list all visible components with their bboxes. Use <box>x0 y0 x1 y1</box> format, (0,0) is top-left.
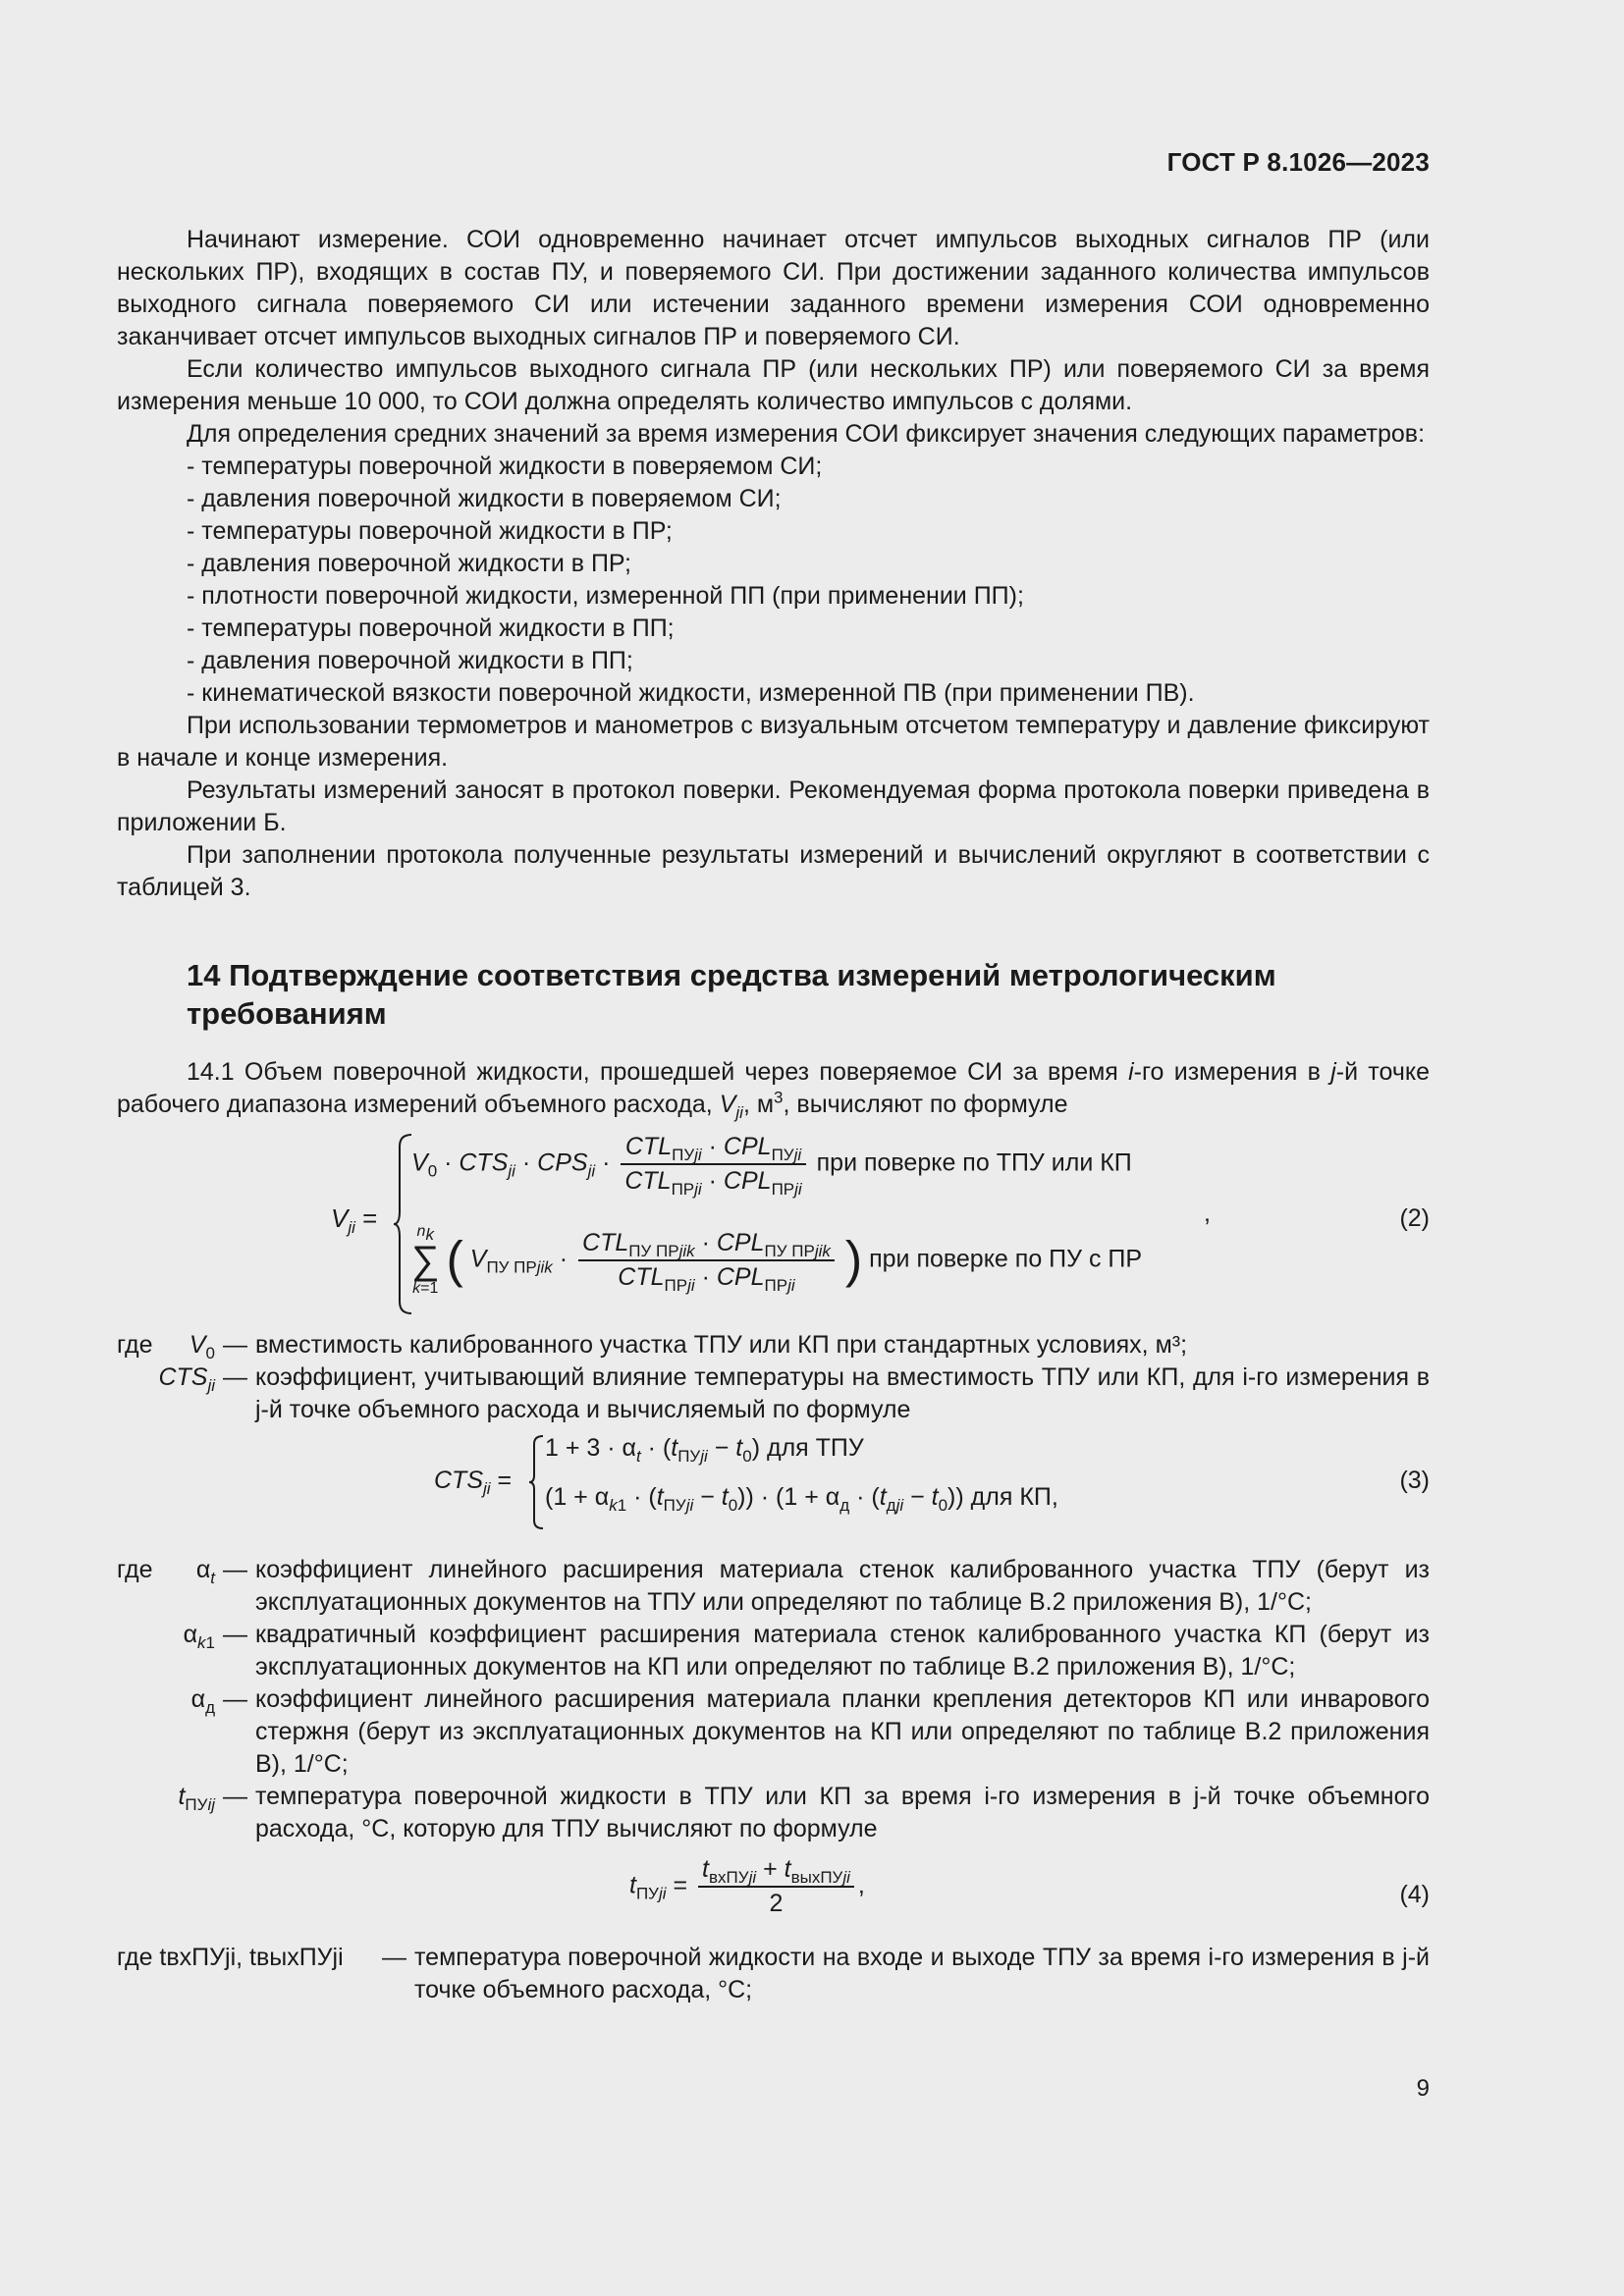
formula-2: $V_{ji}$ = $V_0 \cdot CTS_{ji} \cdot CPS_{ji}$ · $\frac{CTL_{ПУji} \cdot CPL_{ПУji}}{CTL_{ПРji} \cdot CPL_{ПРji}}$ при поверке по ТПУ или КП $n_k$ ∑ k=1 ( $V_{ПУ ПРjik}$ · $\frac{CTL_{ПУ ПРjik} \cdot CPL_{ПУ ПРjik}}{CTL_{ПРji} \cdot CPL_{ПРji}}$ ) при поверке по ПУ с ПР , (2) <box>117 1129 1430 1315</box>
paragraph-rounding: При заполнении протокола полученные результаты измерений и вычислений округляют в соответствии с таблицей 3. <box>117 841 1430 901</box>
list-item: - кинематической вязкости поверочной жидкости, измеренной ПВ (при применении ПВ). <box>187 679 1195 707</box>
page-body <box>117 224 1430 2006</box>
definitions-block-b <box>117 1554 1430 1845</box>
list-item: - давления поверочной жидкости в ПР; <box>187 550 631 577</box>
paragraph-14-1: 14.1 Объем поверочной жидкости, прошедшей через поверяемое СИ за время i-го измерения в j-й точке рабочего диапазона измерений объемного расхода, $V_{ji}$, $м^3$, вычисляют по формуле <box>117 1058 1430 1122</box>
page-number: 9 <box>1416 2075 1430 2102</box>
definitions-block-a <box>117 1329 1430 1426</box>
formula-4 <box>117 1853 1430 1936</box>
definition-t-pu: $t_{ПУij}$ — температура поверочной жидкости в ТПУ или КП за время i-го измерения в j-й точке объемного расхода, °С, которую для ТПУ вычисляют по формуле <box>178 1783 1430 1842</box>
formula-3-case-1: $1 + 3 \cdot \alpha_t \cdot (t_{ПУji} - t_0)$ для ТПУ <box>545 1434 864 1466</box>
formula-4-body: $t_{ПУji}$ = $\frac{t_{вхПУji} + t_{выхПУji}}{2}$ , <box>629 1855 865 1917</box>
list-item: - температуры поверочной жидкости в ПП; <box>187 614 675 642</box>
paragraph-pulse-count: Если количество импульсов выходного сигнала ПР (или нескольких ПР) или поверяемого СИ за время измерения меньше 10 000, то СОИ должна определять количество импульсов с долями. <box>117 355 1430 415</box>
formula-3 <box>117 1432 1430 1530</box>
list-item: - давления поверочной жидкости в поверяемом СИ; <box>187 485 782 512</box>
paragraph-parameters-intro: Для определения средних значений за время измерения СОИ фиксирует значения следующих параметров: <box>187 420 1426 448</box>
list-item: - температуры поверочной жидкости в ПР; <box>187 517 673 545</box>
parameter-list <box>117 451 1430 710</box>
paragraph-visual-readout: При использовании термометров и манометров с визуальным отсчетом температуру и давление фиксируют в начале и конце измерения. <box>117 712 1430 772</box>
section-heading: 14 Подтверждение соответствия средства измерений метрологическим требованиям <box>187 958 1276 1031</box>
formula-3-lhs: $CTS_{ji}$ = <box>434 1467 513 1498</box>
left-brace-icon <box>527 1434 547 1530</box>
paragraph-protocol: Результаты измерений заносят в протокол поверки. Рекомендуемая форма протокола поверки приведена в приложении Б. <box>117 776 1430 836</box>
definition-alpha-t: где $\alpha_t$ — коэффициент линейного расширения материала стенок калиброванного участка ТПУ (берут из эксплуатационных документов на ТПУ или определяют по таблице В.2 приложения В), 1/°С; <box>117 1556 1430 1616</box>
definition-alpha-d: $\alpha_д$ — коэффициент линейного расширения материала планки крепления детекторов КП или инварового стержня (берут из эксплуатационных документов на КП или определяют по таблице В.2 приложения В), 1/°С; <box>190 1685 1430 1778</box>
formula-4-number: (4) <box>1399 1881 1430 1908</box>
formula-3-case-2: $(1 + \alpha_{k1} \cdot (t_{ПУji} - t_0)) \cdot (1 + \alpha_д \cdot (t_{дji} - t_0))$ для КП, <box>545 1483 1058 1515</box>
definition-v0: где $V_0$ — вместимость калиброванного участка ТПУ или КП при стандартных условиях, м³; <box>117 1331 1188 1362</box>
list-item: - температуры поверочной жидкости в поверяемом СИ; <box>187 453 823 480</box>
formula-2-case-1: $V_0 \cdot CTS_{ji} \cdot CPS_{ji}$ · $\frac{CTL_{ПУji} \cdot CPL_{ПУji}}{CTL_{ПРji} \cdot CPL_{ПРji}}$ при поверке по ТПУ или КП <box>411 1133 1132 1199</box>
standard-code: ГОСТ Р 8.1026—2023 <box>1166 147 1430 177</box>
list-item: - давления поверочной жидкости в ПП; <box>187 647 633 674</box>
definition-ctsji: $CTS_{ji}$ — коэффициент, учитывающий влияние температуры на вместимость ТПУ или КП, для i-го измерения в j-й точке объемного расхода и вычисляемый по формуле <box>158 1363 1430 1423</box>
formula-2-case-2: $n_k$ ∑ k=1 ( $V_{ПУ ПРjik}$ · $\frac{CTL_{ПУ ПРjik} \cdot CPL_{ПУ ПРjik}}{CTL_{ПРji} \cdot CPL_{ПРji}}$ ) при поверке по ПУ с ПР <box>411 1223 1143 1297</box>
list-item: - плотности поверочной жидкости, измеренной ПП (при применении ПП); <box>187 582 1024 610</box>
paragraph-measurement-start: Начинают измерение. СОИ одновременно начинает отсчет импульсов выходных сигналов ПР (или нескольких ПР), входящих в состав ПУ, и поверяемого СИ. При достижении заданного количества импульсов выходного сигнала поверяемого СИ или истечении заданного времени измерения СОИ одновременно заканчивает отсчет импульсов выходных сигналов ПР и поверяемого СИ. <box>117 226 1430 350</box>
definition-alpha-k1: $\alpha_{k1}$ — квадратичный коэффициент расширения материала стенок калиброванного участка КП (берут из эксплуатационных документов на КП или определяют по таблице В.2 приложения В), 1/°С; <box>183 1621 1430 1681</box>
formula-3-number: (3) <box>1399 1467 1430 1494</box>
formula-2-lhs: $V_{ji}$ = <box>331 1203 378 1238</box>
definition-t-in-out: где tвхПУji, tвыхПУji — температура поверочной жидкости на входе и выходе ТПУ за время i-го измерения в j-й точке объемного расхода, °С; <box>117 1944 1430 2003</box>
formula-2-number: (2) <box>1399 1204 1430 1232</box>
